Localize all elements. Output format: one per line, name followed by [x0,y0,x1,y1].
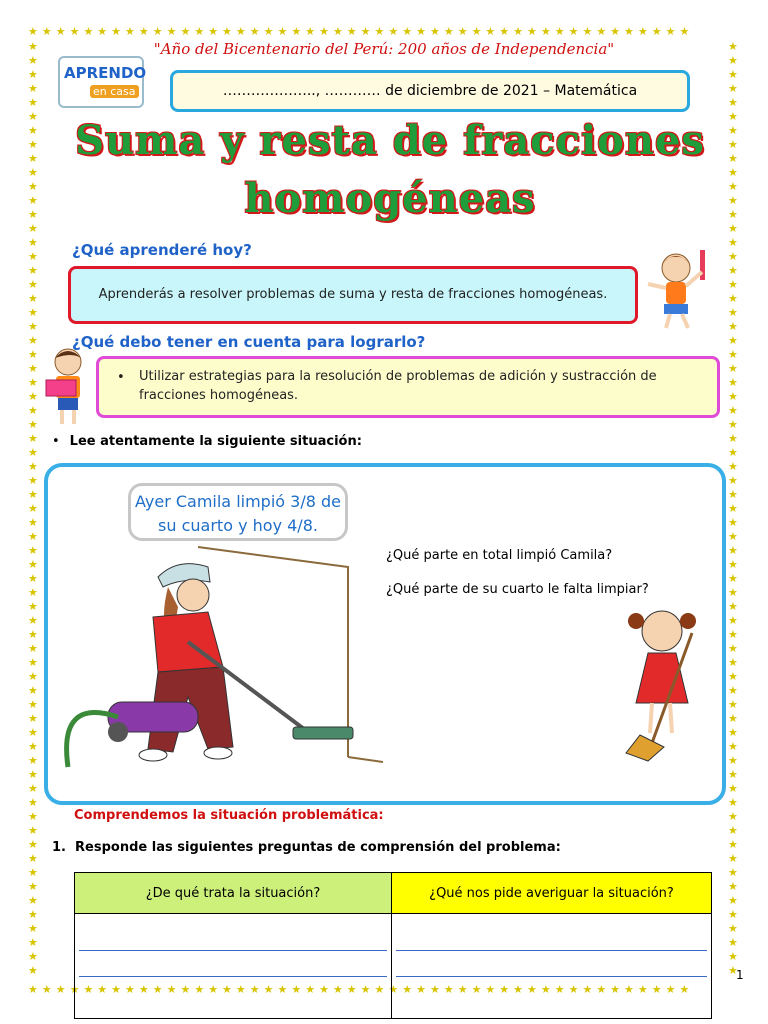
comprehension-table [74,872,712,1019]
situation-panel [44,463,726,805]
girl-with-pencil-illustration [640,248,712,330]
logo-sub-text: en casa [90,85,139,98]
title-line-1: Suma y resta de fracciones [75,117,705,164]
learning-goal-text: Aprenderás a resolver problemas de suma y resta de fracciones homogéneas. [98,287,608,302]
writing-line [396,950,707,951]
aprendo-en-casa-logo [58,56,147,108]
col2-answer-area[interactable] [392,914,712,1019]
writing-line [79,976,387,977]
motto-header: "Año del Bicentenario del Perú: 200 años de Independencia" [153,40,615,58]
girl-sweeping-illustration [612,603,712,763]
title-line-2: homogéneas [244,175,536,222]
col1-header: ¿De qué trata la situación? [75,873,392,914]
woman-vacuuming-illustration [58,537,388,792]
learning-goal-box [68,266,638,324]
speech-bubble [128,483,348,541]
star-border-bottom: ★★★★★★★★★★★★★★★★★★★★★★★★★★★★★★★★★★★★★★★★★★★★★★★★ [28,984,694,996]
question-remaining: ¿Qué parte de su cuarto le falta limpiar? [386,582,649,597]
star-border-left: ★★★★★★★★★★★★★★★★★★★★★★★★★★★★★★★★★★★★★★★★★★★★★★★★★★★★★★★★★★★★★★★★★★★ [28,40,38,977]
read-instruction-text: Lee atentamente la siguiente situación: [69,434,362,449]
writing-line [79,950,387,951]
col2-header: ¿Qué nos pide averiguar la situación? [392,873,712,914]
date-subject-box [170,70,690,112]
date-line: ……………….., ………… de diciembre de 2021 – Matemática [222,83,638,99]
page-number: 1 [736,968,744,982]
learn-heading: ¿Qué aprenderé hoy? [72,241,252,259]
item-number: 1. [52,840,66,855]
writing-line [396,976,707,977]
comprehension-heading: Comprendemos la situación problemática: [74,808,384,823]
consider-heading: ¿Qué debo tener en cuenta para lograrlo? [72,333,426,351]
col1-answer-area[interactable] [75,914,392,1019]
question-total-cleaned: ¿Qué parte en total limpió Camila? [386,548,613,563]
star-border-top: ★★★★★★★★★★★★★★★★★★★★★★★★★★★★★★★★★★★★★★★★★★★★★★★★ [28,26,694,38]
speech-bubble-text: Ayer Camila limpió 3/8 de su cuarto y hoy 4/8. [135,492,341,535]
boy-reading-illustration [42,346,98,426]
bullet-icon: • [117,370,125,385]
star-border-right: ★★★★★★★★★★★★★★★★★★★★★★★★★★★★★★★★★★★★★★★★★★★★★★★★★★★★★★★★★★★★★★★★★★★ [728,40,738,977]
bullet-icon: • [52,434,60,449]
page-title [70,112,710,228]
criteria-box [96,356,720,418]
item-text: Responde las siguientes preguntas de comprensión del problema: [75,840,561,855]
read-instruction [52,434,362,449]
criteria-bullet-text: Utilizar estrategias para la resolución de problemas de adición y sustracción de fracciones homogéneas. [139,369,657,403]
logo-main-text: APRENDO [64,64,147,82]
comprehension-instruction [52,840,561,855]
